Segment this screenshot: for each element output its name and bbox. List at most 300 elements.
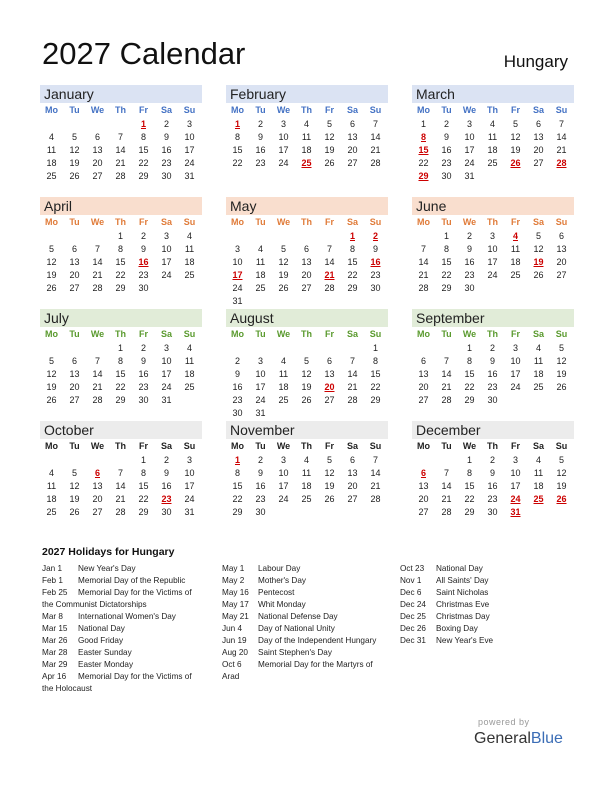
holiday-column bbox=[42, 563, 192, 695]
powered-by-text: powered by bbox=[478, 717, 530, 727]
day-cell: 26 bbox=[301, 395, 312, 405]
day-cell: 12 bbox=[556, 356, 567, 366]
day-cell: 2 bbox=[163, 455, 169, 465]
holiday-item bbox=[42, 587, 192, 599]
weekday-label: Th bbox=[115, 441, 126, 451]
day-cell: 4 bbox=[489, 119, 495, 129]
week-row bbox=[412, 269, 574, 282]
day-cell: 13 bbox=[533, 132, 544, 142]
day-cell: 14 bbox=[347, 369, 358, 379]
day-cell: 24 bbox=[255, 395, 266, 405]
day-cell: 9 bbox=[234, 369, 240, 379]
weekday-label: Mo bbox=[417, 441, 430, 451]
day-cell: 11 bbox=[301, 468, 312, 478]
holiday-date: Oct 23 bbox=[400, 564, 425, 573]
week-row bbox=[40, 144, 202, 157]
holiday-item bbox=[400, 635, 493, 647]
day-cell: 29 bbox=[464, 507, 475, 517]
day-cell: 11 bbox=[184, 356, 195, 366]
holiday-item bbox=[42, 647, 192, 659]
day-cell: 7 bbox=[558, 119, 564, 129]
weekday-label: Th bbox=[301, 217, 312, 227]
week-row bbox=[40, 256, 202, 269]
day-cell: 25 bbox=[301, 494, 312, 504]
weekday-label: Th bbox=[115, 105, 126, 115]
day-cell: 17 bbox=[464, 145, 475, 155]
day-cell bbox=[504, 394, 527, 407]
weekday-label: Tu bbox=[441, 329, 452, 339]
holiday-name: National Day bbox=[78, 624, 125, 633]
day-cell: 30 bbox=[138, 283, 149, 293]
day-cell: 17 bbox=[161, 369, 172, 379]
month-march bbox=[412, 85, 574, 197]
weekday-label: Tu bbox=[441, 441, 452, 451]
day-cell: 1 bbox=[117, 231, 123, 241]
day-cell: 26 bbox=[278, 283, 289, 293]
day-cell: 25 bbox=[487, 158, 498, 168]
day-cell bbox=[550, 282, 573, 295]
holiday-item bbox=[400, 599, 493, 611]
day-cell: 23 bbox=[161, 158, 172, 168]
weekday-label: Sa bbox=[532, 105, 544, 115]
day-cell: 9 bbox=[163, 468, 169, 478]
day-cell: 26 bbox=[556, 382, 567, 392]
holiday-item bbox=[42, 623, 192, 635]
weekday-label: Fr bbox=[139, 217, 148, 227]
week-row bbox=[226, 269, 388, 282]
day-cell: 4 bbox=[535, 455, 541, 465]
week-row bbox=[40, 282, 202, 295]
day-cell: 11 bbox=[533, 468, 544, 478]
day-cell bbox=[86, 342, 109, 355]
weekday-label: Fr bbox=[139, 105, 148, 115]
day-cell: 22 bbox=[115, 270, 126, 280]
holiday-date: Mar 28 bbox=[42, 648, 68, 657]
weekday-label: Su bbox=[369, 329, 382, 339]
day-cell: 2 bbox=[257, 455, 263, 465]
week-row bbox=[412, 144, 574, 157]
day-cell: 15 bbox=[138, 481, 149, 491]
holiday-name: Good Friday bbox=[78, 636, 124, 645]
day-cell: 12 bbox=[46, 257, 57, 267]
day-cell: 24 bbox=[161, 382, 172, 392]
day-cell: 12 bbox=[46, 369, 57, 379]
day-cell: 21 bbox=[115, 158, 126, 168]
holiday-name: Memorial Day for the Martyrs of bbox=[258, 660, 373, 669]
day-cell: 8 bbox=[234, 132, 240, 142]
week-row bbox=[40, 131, 202, 144]
week-row bbox=[412, 454, 574, 467]
week-row bbox=[40, 368, 202, 381]
day-cell: 5 bbox=[512, 119, 518, 129]
week-row bbox=[412, 394, 574, 407]
day-cell: 16 bbox=[161, 481, 172, 491]
day-cell: 17 bbox=[184, 481, 195, 491]
holiday-name: Labour Day bbox=[258, 564, 301, 573]
weekday-label: Sa bbox=[160, 217, 172, 227]
day-cell: 22 bbox=[138, 494, 149, 504]
day-cell: 21 bbox=[418, 270, 429, 280]
day-cell: 11 bbox=[278, 369, 289, 379]
day-cell: 2 bbox=[466, 231, 472, 241]
week-row bbox=[226, 144, 388, 157]
weekday-label: We bbox=[462, 105, 477, 115]
day-cell: 7 bbox=[94, 356, 100, 366]
weekday-label: Fr bbox=[139, 329, 148, 339]
weekday-label: Sa bbox=[346, 441, 358, 451]
day-cell: 10 bbox=[487, 244, 498, 254]
weekday-header bbox=[40, 439, 202, 454]
day-cell: 11 bbox=[510, 244, 521, 254]
day-cell bbox=[226, 342, 249, 355]
weekday-header bbox=[412, 327, 574, 342]
holiday-item bbox=[222, 611, 376, 623]
day-cell: 5 bbox=[48, 244, 54, 254]
day-cell: 14 bbox=[324, 257, 335, 267]
day-cell: 26 bbox=[46, 283, 57, 293]
day-cell: 8 bbox=[372, 356, 378, 366]
holiday-name: Day of National Unity bbox=[258, 624, 335, 633]
day-cell: 7 bbox=[326, 244, 332, 254]
day-cell: 14 bbox=[92, 257, 103, 267]
weekday-label: Sa bbox=[346, 105, 358, 115]
day-cell: 26 bbox=[69, 507, 80, 517]
day-cell bbox=[178, 282, 201, 295]
day-cell: 2 bbox=[257, 119, 263, 129]
day-cell bbox=[40, 342, 63, 355]
day-cell bbox=[318, 230, 341, 243]
day-cell: 14 bbox=[556, 132, 567, 142]
holiday-name: New Year's Day bbox=[78, 564, 136, 573]
day-cell: 24 bbox=[184, 494, 195, 504]
day-cell: 22 bbox=[370, 382, 381, 392]
week-row bbox=[40, 480, 202, 493]
weekday-header bbox=[226, 215, 388, 230]
day-cell: 20 bbox=[92, 494, 103, 504]
day-cell: 18 bbox=[301, 481, 312, 491]
day-cell: 24 bbox=[278, 158, 289, 168]
day-cell: 1 bbox=[234, 119, 240, 129]
holiday-date: May 21 bbox=[222, 612, 249, 621]
weekday-label: Tu bbox=[441, 105, 452, 115]
week-row bbox=[226, 295, 388, 308]
weekday-label: We bbox=[462, 441, 477, 451]
week-row bbox=[412, 467, 574, 480]
holiday-name-continued: the Communist Dictatorships bbox=[42, 600, 147, 609]
day-cell: 7 bbox=[117, 132, 123, 142]
day-cell: 6 bbox=[94, 132, 100, 142]
day-cell: 5 bbox=[48, 356, 54, 366]
day-cell: 13 bbox=[347, 468, 358, 478]
week-row bbox=[226, 342, 388, 355]
day-cell: 27 bbox=[92, 171, 103, 181]
holiday-name: Day of the Independent Hungary bbox=[258, 636, 377, 645]
day-cell bbox=[272, 230, 295, 243]
day-cell: 27 bbox=[418, 507, 429, 517]
day-cell bbox=[63, 454, 86, 467]
day-cell bbox=[550, 506, 573, 519]
week-row bbox=[412, 157, 574, 170]
day-cell bbox=[435, 454, 458, 467]
day-cell: 28 bbox=[556, 158, 567, 168]
week-row bbox=[226, 381, 388, 394]
holiday-item bbox=[42, 635, 192, 647]
day-cell: 6 bbox=[349, 119, 355, 129]
day-cell: 13 bbox=[347, 132, 358, 142]
month-name: October bbox=[40, 421, 202, 439]
day-cell: 30 bbox=[255, 507, 266, 517]
day-cell: 19 bbox=[533, 257, 544, 267]
day-cell: 16 bbox=[161, 145, 172, 155]
day-cell: 9 bbox=[443, 132, 449, 142]
day-cell: 30 bbox=[464, 283, 475, 293]
day-cell: 20 bbox=[418, 382, 429, 392]
week-row bbox=[226, 243, 388, 256]
day-cell: 4 bbox=[48, 132, 54, 142]
weekday-header bbox=[40, 103, 202, 118]
holiday-date: Dec 31 bbox=[400, 636, 426, 645]
day-cell: 19 bbox=[510, 145, 521, 155]
day-cell bbox=[40, 454, 63, 467]
week-row bbox=[412, 170, 574, 183]
day-cell: 28 bbox=[418, 283, 429, 293]
weekday-label: Mo bbox=[231, 329, 244, 339]
day-cell: 21 bbox=[370, 481, 381, 491]
week-row bbox=[226, 282, 388, 295]
day-cell bbox=[412, 230, 435, 243]
day-cell: 16 bbox=[370, 257, 381, 267]
week-row bbox=[226, 355, 388, 368]
weekday-label: We bbox=[276, 329, 291, 339]
week-row bbox=[226, 493, 388, 506]
day-cell: 28 bbox=[370, 494, 381, 504]
weekday-label: Fr bbox=[325, 105, 334, 115]
weekday-label: Tu bbox=[69, 329, 80, 339]
day-cell bbox=[295, 230, 318, 243]
day-cell bbox=[86, 454, 109, 467]
day-cell: 26 bbox=[533, 270, 544, 280]
day-cell: 25 bbox=[184, 270, 195, 280]
day-cell: 21 bbox=[370, 145, 381, 155]
day-cell: 12 bbox=[69, 481, 80, 491]
day-cell: 9 bbox=[466, 244, 472, 254]
holiday-item bbox=[42, 563, 192, 575]
day-cell bbox=[40, 118, 63, 131]
day-cell: 21 bbox=[92, 382, 103, 392]
day-cell: 18 bbox=[487, 145, 498, 155]
day-cell: 12 bbox=[510, 132, 521, 142]
day-cell: 18 bbox=[533, 369, 544, 379]
day-cell: 30 bbox=[487, 395, 498, 405]
day-cell: 13 bbox=[92, 145, 103, 155]
day-cell: 21 bbox=[347, 382, 358, 392]
day-cell: 5 bbox=[303, 356, 309, 366]
holiday-date: Dec 24 bbox=[400, 600, 426, 609]
month-april bbox=[40, 197, 202, 309]
day-cell: 28 bbox=[115, 171, 126, 181]
day-cell: 27 bbox=[324, 395, 335, 405]
day-cell: 5 bbox=[326, 119, 332, 129]
weekday-header bbox=[412, 103, 574, 118]
day-cell: 12 bbox=[278, 257, 289, 267]
holiday-item bbox=[42, 671, 192, 683]
holiday-name-continued: the Holocaust bbox=[42, 684, 93, 693]
day-cell bbox=[63, 342, 86, 355]
day-cell: 29 bbox=[138, 507, 149, 517]
day-cell: 12 bbox=[556, 468, 567, 478]
day-cell: 18 bbox=[184, 369, 195, 379]
day-cell: 12 bbox=[324, 132, 335, 142]
weekday-label: Sa bbox=[532, 329, 544, 339]
month-name: August bbox=[226, 309, 388, 327]
day-cell: 16 bbox=[441, 145, 452, 155]
day-cell: 16 bbox=[487, 481, 498, 491]
week-row bbox=[412, 243, 574, 256]
holiday-name: Pentecost bbox=[258, 588, 295, 597]
day-cell: 14 bbox=[370, 468, 381, 478]
day-cell: 8 bbox=[443, 244, 449, 254]
day-cell: 6 bbox=[558, 231, 564, 241]
day-cell: 2 bbox=[140, 231, 146, 241]
week-row bbox=[412, 131, 574, 144]
holiday-name: Mother's Day bbox=[258, 576, 306, 585]
day-cell: 10 bbox=[184, 468, 195, 478]
day-cell: 18 bbox=[184, 257, 195, 267]
day-cell: 14 bbox=[441, 369, 452, 379]
week-row bbox=[226, 368, 388, 381]
day-cell: 14 bbox=[92, 369, 103, 379]
weekday-label: We bbox=[90, 441, 105, 451]
day-cell bbox=[86, 118, 109, 131]
holiday-date: Feb 1 bbox=[42, 576, 63, 585]
day-cell: 21 bbox=[324, 270, 335, 280]
logo-general: General bbox=[474, 730, 531, 747]
day-cell: 2 bbox=[163, 119, 169, 129]
day-cell: 23 bbox=[138, 270, 149, 280]
day-cell: 10 bbox=[255, 369, 266, 379]
day-cell: 29 bbox=[418, 171, 429, 181]
day-cell: 1 bbox=[140, 119, 146, 129]
week-row bbox=[412, 493, 574, 506]
day-cell: 30 bbox=[161, 171, 172, 181]
day-cell: 4 bbox=[303, 455, 309, 465]
weekday-header bbox=[412, 215, 574, 230]
weekday-label: Tu bbox=[255, 217, 266, 227]
day-cell bbox=[504, 170, 527, 183]
day-cell: 23 bbox=[138, 382, 149, 392]
week-row bbox=[226, 394, 388, 407]
weekday-label: We bbox=[462, 329, 477, 339]
day-cell bbox=[364, 295, 387, 308]
day-cell: 7 bbox=[420, 244, 426, 254]
day-cell bbox=[318, 295, 341, 308]
generalblue-logo[interactable] bbox=[474, 730, 563, 748]
day-cell: 10 bbox=[161, 244, 172, 254]
day-cell: 28 bbox=[441, 507, 452, 517]
week-row bbox=[412, 480, 574, 493]
weekday-label: Fr bbox=[511, 217, 520, 227]
day-cell: 16 bbox=[255, 481, 266, 491]
day-cell: 10 bbox=[464, 132, 475, 142]
weekday-label: Su bbox=[555, 105, 568, 115]
week-row bbox=[226, 506, 388, 519]
holiday-list bbox=[42, 546, 582, 693]
day-cell bbox=[341, 506, 364, 519]
day-cell: 26 bbox=[510, 158, 521, 168]
day-cell: 15 bbox=[232, 145, 243, 155]
day-cell: 29 bbox=[441, 283, 452, 293]
day-cell: 3 bbox=[163, 343, 169, 353]
day-cell: 26 bbox=[324, 158, 335, 168]
weekday-label: Su bbox=[555, 329, 568, 339]
day-cell: 15 bbox=[418, 145, 429, 155]
day-cell: 28 bbox=[347, 395, 358, 405]
day-cell: 6 bbox=[71, 244, 77, 254]
holiday-item bbox=[222, 575, 376, 587]
day-cell: 28 bbox=[92, 395, 103, 405]
day-cell: 16 bbox=[255, 145, 266, 155]
day-cell: 25 bbox=[510, 270, 521, 280]
holiday-name: National Day bbox=[436, 564, 483, 573]
day-cell: 17 bbox=[278, 481, 289, 491]
week-row bbox=[40, 454, 202, 467]
quarter-row bbox=[40, 85, 574, 197]
week-row bbox=[226, 480, 388, 493]
day-cell bbox=[550, 170, 573, 183]
day-cell: 11 bbox=[301, 132, 312, 142]
day-cell: 2 bbox=[489, 455, 495, 465]
weekday-label: Fr bbox=[325, 329, 334, 339]
day-cell: 17 bbox=[184, 145, 195, 155]
day-cell: 19 bbox=[46, 270, 57, 280]
day-cell: 3 bbox=[489, 231, 495, 241]
day-cell: 13 bbox=[69, 369, 80, 379]
week-row bbox=[40, 342, 202, 355]
day-cell: 30 bbox=[232, 408, 243, 418]
quarter-row bbox=[40, 197, 574, 309]
day-cell: 4 bbox=[48, 468, 54, 478]
day-cell: 7 bbox=[117, 468, 123, 478]
holiday-item bbox=[222, 599, 376, 611]
weekday-label: Th bbox=[487, 329, 498, 339]
day-cell: 11 bbox=[46, 145, 57, 155]
weekday-label: Su bbox=[555, 441, 568, 451]
holiday-date: May 16 bbox=[222, 588, 249, 597]
day-cell: 11 bbox=[533, 356, 544, 366]
day-cell: 30 bbox=[487, 507, 498, 517]
holiday-item bbox=[222, 647, 376, 659]
day-cell bbox=[249, 230, 272, 243]
day-cell: 21 bbox=[115, 494, 126, 504]
holiday-name: Christmas Eve bbox=[436, 600, 490, 609]
weekday-label: Mo bbox=[45, 441, 58, 451]
day-cell: 27 bbox=[301, 283, 312, 293]
week-row bbox=[412, 381, 574, 394]
day-cell bbox=[318, 342, 341, 355]
month-name: June bbox=[412, 197, 574, 215]
day-cell: 17 bbox=[510, 369, 521, 379]
day-cell: 4 bbox=[186, 231, 192, 241]
holiday-date: Mar 29 bbox=[42, 660, 68, 669]
weekday-label: Su bbox=[555, 217, 568, 227]
day-cell: 16 bbox=[138, 257, 149, 267]
week-row bbox=[412, 256, 574, 269]
day-cell bbox=[527, 282, 550, 295]
day-cell: 24 bbox=[510, 494, 521, 504]
weekday-label: We bbox=[276, 441, 291, 451]
weekday-label: Mo bbox=[417, 329, 430, 339]
day-cell: 23 bbox=[464, 270, 475, 280]
